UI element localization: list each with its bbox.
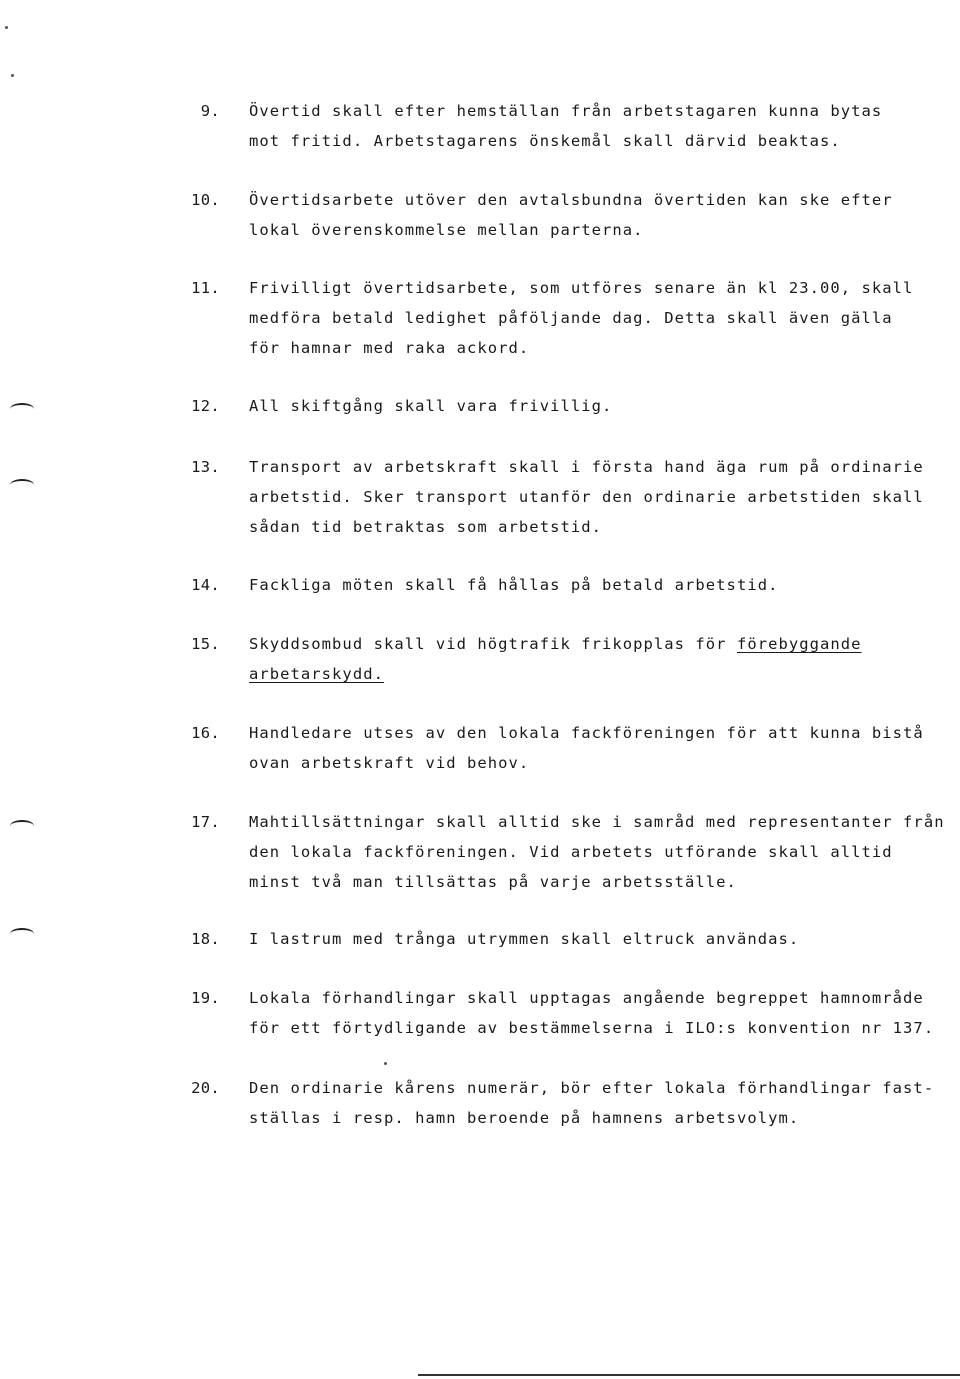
margin-mark bbox=[10, 479, 34, 491]
clause-line: Fackliga möten skall få hållas på betald arbetstid. bbox=[249, 576, 779, 594]
clause-text bbox=[249, 807, 945, 897]
margin-mark bbox=[10, 820, 34, 832]
clause-text bbox=[249, 273, 929, 363]
scan-speck bbox=[5, 26, 8, 29]
clause-text bbox=[249, 718, 929, 778]
clause-line: Frivilligt övertidsarbete, som utföres senare än kl 23.00, skall bbox=[249, 279, 914, 297]
clause-text bbox=[249, 96, 929, 156]
clause-number: 15. bbox=[191, 635, 220, 653]
clause-number: 16. bbox=[191, 724, 220, 742]
clause-number: 9. bbox=[200, 102, 220, 120]
clause-line: Övertid skall efter hemställan från arbetstagaren kunna bytas bbox=[249, 102, 883, 120]
margin-mark bbox=[10, 928, 34, 940]
clause-number: 13. bbox=[191, 458, 220, 476]
clause-number: 14. bbox=[191, 576, 220, 594]
clause-number: 12. bbox=[191, 397, 220, 415]
clause-number: 10. bbox=[191, 191, 220, 209]
scan-speck bbox=[11, 74, 14, 77]
clause-line: ovan arbetskraft vid behov. bbox=[249, 754, 530, 772]
clause-line: mot fritid. Arbetstagarens önskemål skall därvid beaktas. bbox=[249, 132, 841, 150]
clause-text bbox=[249, 629, 929, 689]
clause-line: minst två man tillsättas på varje arbetsställe. bbox=[249, 873, 737, 891]
clause-number: 11. bbox=[191, 279, 220, 297]
clause-line: I lastrum med trånga utrymmen skall eltruck användas. bbox=[249, 930, 800, 948]
clause-text-segment: Skyddsombud skall vid högtrafik frikopplas för bbox=[249, 635, 727, 653]
clause-number: 18. bbox=[191, 930, 220, 948]
clause-line: All skiftgång skall vara frivillig. bbox=[249, 397, 613, 415]
clause-text bbox=[249, 185, 929, 245]
clause-line: Handledare utses av den lokala fackföreningen för att kunna bistå bbox=[249, 724, 924, 742]
clause-line: Transport av arbetskraft skall i första hand äga rum på ordinarie bbox=[249, 458, 924, 476]
clause-line: arbetstid. Sker transport utanför den ordinarie arbetstiden skall bbox=[249, 488, 924, 506]
clause-text bbox=[249, 391, 929, 421]
clause-line: sådan tid betraktas som arbetstid. bbox=[249, 518, 602, 536]
clause-number: 20. bbox=[191, 1079, 220, 1097]
underlined-text: förebyggande bbox=[736, 635, 862, 653]
underlined-text: arbetarskydd. bbox=[249, 665, 384, 683]
clause-text bbox=[249, 570, 929, 600]
margin-mark bbox=[10, 403, 34, 415]
clause-text bbox=[249, 983, 935, 1043]
clause-line: för hamnar med raka ackord. bbox=[249, 339, 530, 357]
clause-line: lokal överenskommelse mellan parterna. bbox=[249, 221, 644, 239]
clause-line: ställas i resp. hamn beroende på hamnens arbetsvolym. bbox=[249, 1109, 800, 1127]
clause-line: Övertidsarbete utöver den avtalsbundna övertiden kan ske efter bbox=[249, 191, 893, 209]
clause-line: den lokala fackföreningen. Vid arbetets utförande skall alltid bbox=[249, 843, 893, 861]
clause-number: 17. bbox=[191, 813, 220, 831]
clause-text bbox=[249, 1073, 935, 1133]
clause-line: medföra betald ledighet påföljande dag. Detta skall även gälla bbox=[249, 309, 893, 327]
bottom-rule bbox=[418, 1374, 960, 1376]
clause-text bbox=[249, 924, 929, 954]
clause-line bbox=[249, 629, 929, 659]
clause-line: Den ordinarie kårens numerär, bör efter lokala förhandlingar fast- bbox=[249, 1079, 935, 1097]
clause-line: Lokala förhandlingar skall upptagas angående begreppet hamnområde bbox=[249, 989, 924, 1007]
clause-line: för ett förtydligande av bestämmelserna i ILO:s konvention nr 137. bbox=[249, 1019, 935, 1037]
clause-text bbox=[249, 452, 929, 542]
clause-line: Mahtillsättningar skall alltid ske i samråd med representanter från bbox=[249, 813, 945, 831]
scan-speck bbox=[384, 1062, 387, 1065]
clause-number: 19. bbox=[191, 989, 220, 1007]
